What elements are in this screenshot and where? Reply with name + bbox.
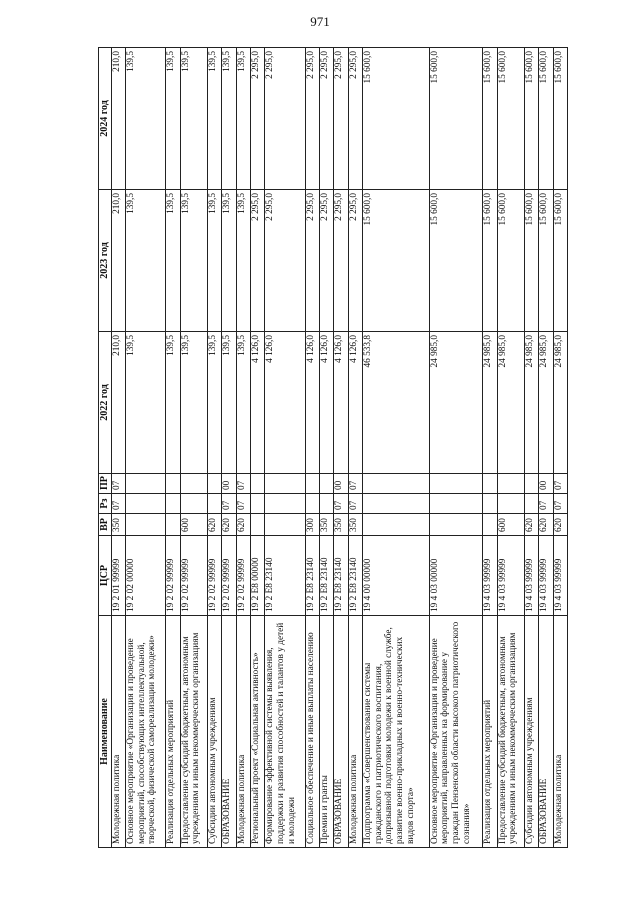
cell-name: Социальное обеспечение и иные выплаты населению xyxy=(305,616,319,848)
cell-pr: 00 xyxy=(334,474,348,494)
cell-rz xyxy=(524,494,538,514)
cell-2024: 15 600,0 xyxy=(483,48,497,190)
cell-2024: 139,5 xyxy=(125,48,165,190)
cell-rz xyxy=(429,494,483,514)
cell-2024: 139,5 xyxy=(208,48,222,190)
cell-pr xyxy=(305,474,319,494)
cell-csr: 19 2 E8 23140 xyxy=(320,536,334,616)
table-row xyxy=(429,48,483,848)
table-row xyxy=(348,48,362,848)
cell-pr xyxy=(265,474,305,494)
cell-name: Премии и гранты xyxy=(320,616,334,848)
cell-csr: 19 4 03 99999 xyxy=(553,536,567,616)
cell-rz xyxy=(497,494,524,514)
cell-vr: 300 xyxy=(305,514,319,536)
cell-2022: 4 126,0 xyxy=(305,332,319,474)
cell-vr: 350 xyxy=(348,514,362,536)
cell-2022: 139,5 xyxy=(166,332,180,474)
cell-rz xyxy=(320,494,334,514)
header-2023: 2023 год xyxy=(99,190,112,332)
cell-csr: 19 2 02 99999 xyxy=(180,536,207,616)
cell-2024: 15 600,0 xyxy=(497,48,524,190)
table-row xyxy=(111,48,125,848)
table-row xyxy=(320,48,334,848)
cell-pr xyxy=(180,474,207,494)
cell-pr xyxy=(320,474,334,494)
cell-2024: 15 600,0 xyxy=(553,48,567,190)
table-row xyxy=(222,48,236,848)
cell-rz xyxy=(363,494,430,514)
cell-2023: 2 295,0 xyxy=(250,190,264,332)
cell-name: Основное мероприятие «Организация и проведение мероприятий, направленных на формирование у граждан Пензенской области высокого патриотического сознания» xyxy=(429,616,483,848)
header-rz: Рз xyxy=(99,494,112,514)
cell-name: Субсидии автономным учреждениям xyxy=(524,616,538,848)
cell-2023: 139,5 xyxy=(180,190,207,332)
cell-2022: 4 126,0 xyxy=(265,332,305,474)
cell-2023: 15 600,0 xyxy=(553,190,567,332)
table-row xyxy=(539,48,553,848)
header-csr: ЦСР xyxy=(99,536,112,616)
table-row xyxy=(125,48,165,848)
cell-2024: 15 600,0 xyxy=(524,48,538,190)
cell-vr: 620 xyxy=(236,514,250,536)
cell-vr xyxy=(166,514,180,536)
cell-pr: 00 xyxy=(222,474,236,494)
budget-table xyxy=(98,47,568,848)
cell-csr: 19 2 E8 23140 xyxy=(305,536,319,616)
cell-vr xyxy=(250,514,264,536)
table-row xyxy=(208,48,222,848)
cell-csr: 19 2 E8 00000 xyxy=(250,536,264,616)
cell-vr: 350 xyxy=(334,514,348,536)
cell-vr: 600 xyxy=(497,514,524,536)
cell-2023: 15 600,0 xyxy=(524,190,538,332)
cell-rz xyxy=(166,494,180,514)
cell-csr: 19 4 03 99999 xyxy=(524,536,538,616)
table-row xyxy=(180,48,207,848)
cell-csr: 19 2 02 99999 xyxy=(222,536,236,616)
cell-rz: 07 xyxy=(334,494,348,514)
cell-name: Реализация отдельных мероприятий xyxy=(483,616,497,848)
cell-2022: 139,5 xyxy=(222,332,236,474)
cell-2024: 139,5 xyxy=(166,48,180,190)
cell-2024: 139,5 xyxy=(236,48,250,190)
cell-2022: 24 985,0 xyxy=(524,332,538,474)
cell-name: Молодежная политика xyxy=(111,616,125,848)
cell-name: ОБРАЗОВАНИЕ xyxy=(539,616,553,848)
cell-vr: 620 xyxy=(208,514,222,536)
cell-csr: 19 2 02 99999 xyxy=(166,536,180,616)
table-row xyxy=(334,48,348,848)
cell-rz: 07 xyxy=(553,494,567,514)
cell-vr: 620 xyxy=(539,514,553,536)
cell-rz: 07 xyxy=(111,494,125,514)
cell-2023: 2 295,0 xyxy=(265,190,305,332)
cell-name: Молодежная политика xyxy=(553,616,567,848)
cell-rz xyxy=(483,494,497,514)
cell-2023: 2 295,0 xyxy=(320,190,334,332)
cell-2024: 2 295,0 xyxy=(348,48,362,190)
cell-2024: 2 295,0 xyxy=(334,48,348,190)
cell-csr: 19 4 03 99999 xyxy=(483,536,497,616)
table-row xyxy=(524,48,538,848)
cell-2022: 24 985,0 xyxy=(539,332,553,474)
cell-2022: 139,5 xyxy=(180,332,207,474)
cell-pr xyxy=(250,474,264,494)
cell-csr: 19 4 00 00000 xyxy=(363,536,430,616)
cell-name: Предоставление субсидий бюджетным, автономным учреждениям и иным некоммерческим организациям xyxy=(180,616,207,848)
cell-pr: 07 xyxy=(236,474,250,494)
table-row xyxy=(265,48,305,848)
cell-2024: 210,0 xyxy=(111,48,125,190)
cell-name: Реализация отдельных мероприятий xyxy=(166,616,180,848)
cell-2022: 139,5 xyxy=(236,332,250,474)
cell-2023: 139,5 xyxy=(208,190,222,332)
cell-2022: 139,5 xyxy=(125,332,165,474)
table-row xyxy=(250,48,264,848)
cell-rz xyxy=(305,494,319,514)
table-row xyxy=(363,48,430,848)
cell-2022: 4 126,0 xyxy=(320,332,334,474)
header-2024: 2024 год xyxy=(99,48,112,190)
cell-2024: 2 295,0 xyxy=(305,48,319,190)
cell-pr xyxy=(363,474,430,494)
cell-vr: 350 xyxy=(320,514,334,536)
cell-2024: 15 600,0 xyxy=(539,48,553,190)
page-number: 971 xyxy=(310,14,330,29)
header-vr: ВР xyxy=(99,514,112,536)
cell-rz: 07 xyxy=(236,494,250,514)
cell-2023: 15 600,0 xyxy=(363,190,430,332)
cell-name: Основное мероприятие «Организация и проведение мероприятий, способствующих интеллектуальной, творческой, физической самореализации молодежи» xyxy=(125,616,165,848)
cell-pr xyxy=(166,474,180,494)
cell-csr: 19 2 E8 23140 xyxy=(334,536,348,616)
cell-pr: 07 xyxy=(111,474,125,494)
cell-csr: 19 2 E8 23140 xyxy=(348,536,362,616)
cell-2024: 2 295,0 xyxy=(265,48,305,190)
cell-pr xyxy=(208,474,222,494)
cell-csr: 19 2 02 00000 xyxy=(125,536,165,616)
cell-name: Предоставление субсидий бюджетным, автономным учреждениям и иным некоммерческим организациям xyxy=(497,616,524,848)
cell-rz: 07 xyxy=(539,494,553,514)
cell-2023: 139,5 xyxy=(125,190,165,332)
table-header-row xyxy=(99,48,112,848)
cell-rz xyxy=(265,494,305,514)
header-pr: ПР xyxy=(99,474,112,494)
table-row xyxy=(497,48,524,848)
table-row xyxy=(483,48,497,848)
cell-2022: 24 985,0 xyxy=(429,332,483,474)
cell-2024: 15 600,0 xyxy=(363,48,430,190)
cell-name: Молодежная политика xyxy=(236,616,250,848)
cell-2024: 2 295,0 xyxy=(320,48,334,190)
cell-2024: 2 295,0 xyxy=(250,48,264,190)
cell-vr: 620 xyxy=(222,514,236,536)
cell-name: Молодежная политика xyxy=(348,616,362,848)
cell-csr: 19 2 01 99999 xyxy=(111,536,125,616)
cell-vr xyxy=(483,514,497,536)
cell-2023: 2 295,0 xyxy=(334,190,348,332)
table-row xyxy=(553,48,567,848)
cell-2024: 139,5 xyxy=(222,48,236,190)
rotated-table-container xyxy=(98,48,568,848)
cell-2022: 24 985,0 xyxy=(553,332,567,474)
cell-2022: 4 126,0 xyxy=(250,332,264,474)
cell-rz: 07 xyxy=(348,494,362,514)
cell-vr: 600 xyxy=(180,514,207,536)
cell-rz xyxy=(125,494,165,514)
cell-pr xyxy=(524,474,538,494)
cell-csr: 19 2 02 99999 xyxy=(208,536,222,616)
cell-pr xyxy=(497,474,524,494)
cell-2022: 24 985,0 xyxy=(483,332,497,474)
cell-2023: 139,5 xyxy=(166,190,180,332)
cell-name: ОБРАЗОВАНИЕ xyxy=(222,616,236,848)
cell-vr xyxy=(125,514,165,536)
cell-csr: 19 4 03 99999 xyxy=(539,536,553,616)
cell-2023: 2 295,0 xyxy=(348,190,362,332)
cell-vr xyxy=(363,514,430,536)
cell-name: Подпрограмма «Совершенствование системы гражданского и патриотического воспитания, допризывной подготовки молодежи к военной службе, развитие военно-прикладных и военно-технических видов спорта» xyxy=(363,616,430,848)
cell-name: Субсидии автономным учреждениям xyxy=(208,616,222,848)
cell-2022: 139,5 xyxy=(208,332,222,474)
cell-csr: 19 2 02 99999 xyxy=(236,536,250,616)
cell-2022: 4 126,0 xyxy=(334,332,348,474)
header-name: Наименование xyxy=(99,616,112,848)
cell-vr xyxy=(265,514,305,536)
table-row xyxy=(166,48,180,848)
cell-2023: 15 600,0 xyxy=(483,190,497,332)
cell-vr xyxy=(429,514,483,536)
table-body xyxy=(111,48,568,848)
cell-pr: 07 xyxy=(348,474,362,494)
cell-csr: 19 4 03 99999 xyxy=(497,536,524,616)
cell-rz: 07 xyxy=(222,494,236,514)
cell-2022: 4 126,0 xyxy=(348,332,362,474)
cell-pr: 00 xyxy=(539,474,553,494)
cell-csr: 19 4 03 00000 xyxy=(429,536,483,616)
cell-pr xyxy=(125,474,165,494)
cell-2023: 15 600,0 xyxy=(497,190,524,332)
cell-2024: 139,5 xyxy=(180,48,207,190)
cell-2023: 15 600,0 xyxy=(539,190,553,332)
cell-pr xyxy=(483,474,497,494)
cell-2022: 210,0 xyxy=(111,332,125,474)
cell-2024: 15 600,0 xyxy=(429,48,483,190)
cell-csr: 19 2 E8 23140 xyxy=(265,536,305,616)
cell-name: Региональный проект «Социальная активность» xyxy=(250,616,264,848)
cell-2023: 139,5 xyxy=(222,190,236,332)
cell-2023: 210,0 xyxy=(111,190,125,332)
table-row xyxy=(305,48,319,848)
cell-rz xyxy=(208,494,222,514)
cell-2023: 15 600,0 xyxy=(429,190,483,332)
cell-pr: 07 xyxy=(553,474,567,494)
cell-pr xyxy=(429,474,483,494)
cell-vr: 620 xyxy=(553,514,567,536)
header-2022: 2022 год xyxy=(99,332,112,474)
cell-name: Формирование эффективной системы выявления, поддержки и развития способностей и талантов у детей и молодежи xyxy=(265,616,305,848)
cell-vr: 350 xyxy=(111,514,125,536)
table-row xyxy=(236,48,250,848)
cell-2023: 139,5 xyxy=(236,190,250,332)
cell-2022: 46 533,8 xyxy=(363,332,430,474)
cell-name: ОБРАЗОВАНИЕ xyxy=(334,616,348,848)
cell-2023: 2 295,0 xyxy=(305,190,319,332)
cell-rz xyxy=(250,494,264,514)
cell-2022: 24 985,0 xyxy=(497,332,524,474)
cell-vr: 620 xyxy=(524,514,538,536)
cell-rz xyxy=(180,494,207,514)
